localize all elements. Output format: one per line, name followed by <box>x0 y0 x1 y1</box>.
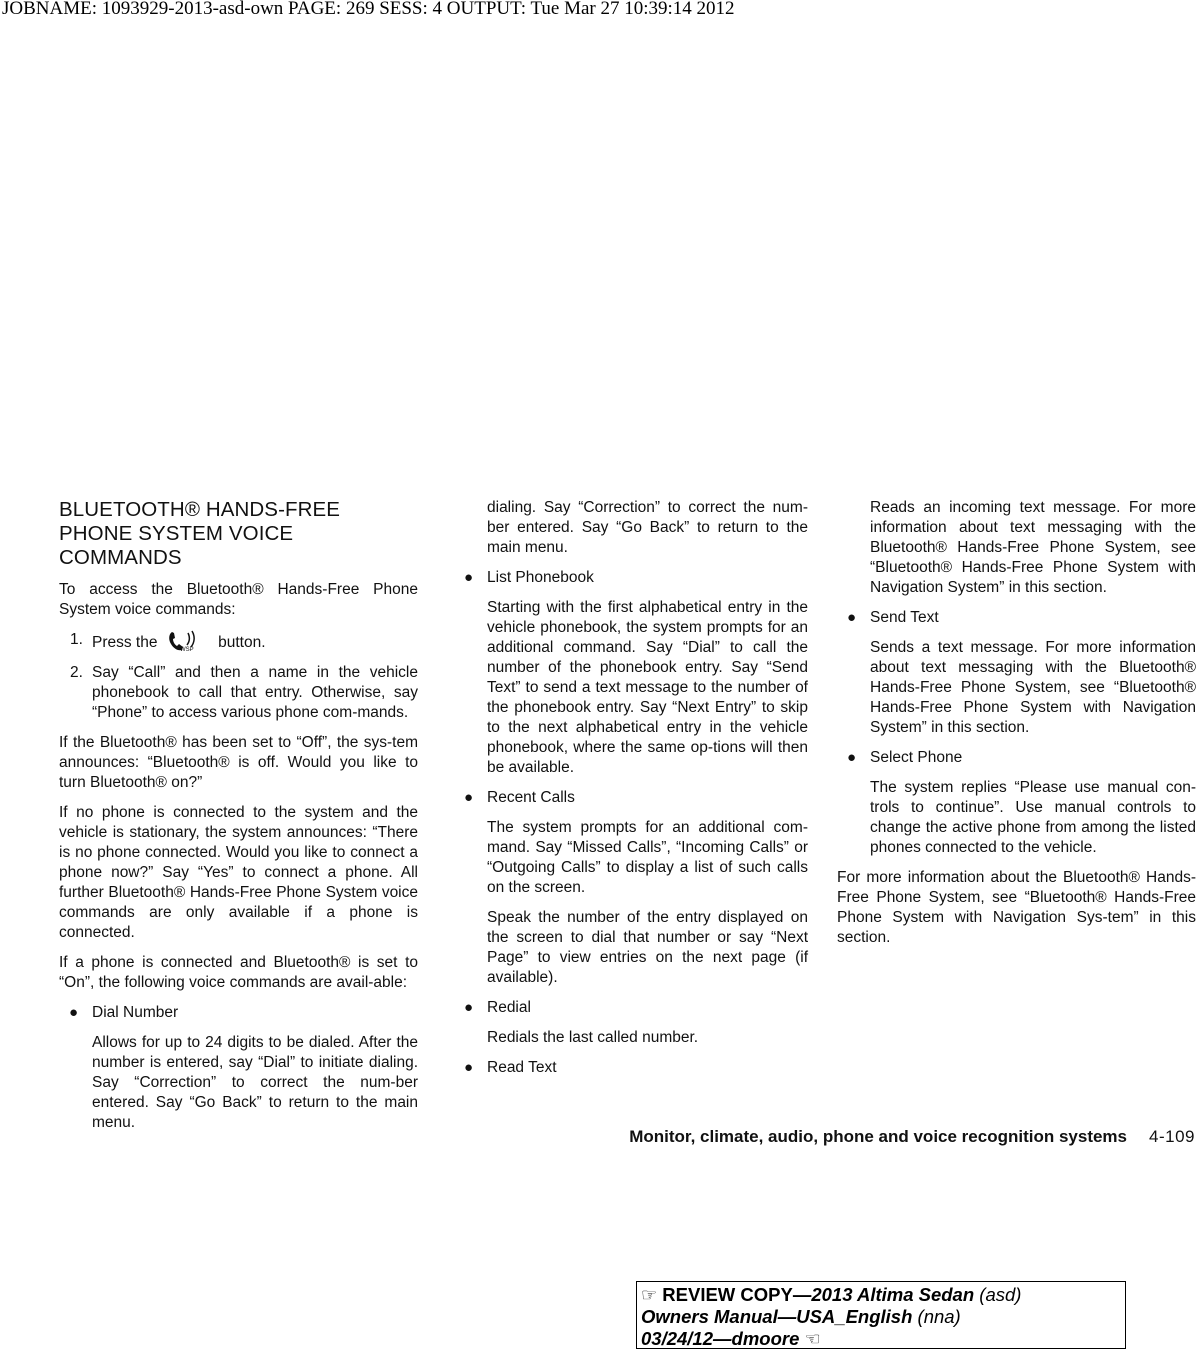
read-text-label: Read Text <box>487 1059 557 1076</box>
redial-item <box>454 998 808 1018</box>
title-line-2: PHONE SYSTEM VOICE <box>59 522 294 545</box>
review-line-1 <box>641 1284 1121 1306</box>
bullet-icon: ● <box>847 749 857 766</box>
recent-calls-item <box>454 788 808 808</box>
read-text-item <box>454 1058 808 1078</box>
pointing-hand-icon: ☞ <box>641 1285 658 1305</box>
redial-label: Redial <box>487 999 531 1016</box>
review-copy-box <box>636 1281 1126 1349</box>
select-phone-desc: The system replies “Please use manual con-trols to continue”. Use manual controls to change the active phone from among the listed phones connected to the vehicle. <box>870 779 1196 856</box>
review-label: REVIEW COPY— <box>662 1284 812 1305</box>
job-header: JOBNAME: 1093929-2013-asd-own PAGE: 269 SESS: 4 OUTPUT: Tue Mar 27 10:39:14 2012 <box>2 0 735 19</box>
talk-button-icon <box>166 630 210 652</box>
column-1 <box>59 498 418 1131</box>
review-date-author: 03/24/12—dmoore <box>641 1328 800 1349</box>
page-number: 4-109 <box>1149 1127 1195 1146</box>
review-line-3 <box>641 1328 1121 1350</box>
dial-number-desc: Allows for up to 24 digits to be dialed. After the number is entered, say “Dial” to initiate dialing. Say “Correction” to correct the num-ber entered. Say “Go Back” to return to the main menu. <box>92 1034 418 1131</box>
closing-paragraph: For more information about the Bluetooth® Hands-Free Phone System, see “Bluetooth® Hands-Free Phone System with Navigation Sys-tem” in this section. <box>837 869 1196 946</box>
select-phone-label: Select Phone <box>870 749 963 766</box>
dial-number-desc-continued: dialing. Say “Correction” to correct the num-ber entered. Say “Go Back” to return to the main menu. <box>487 499 808 556</box>
list-phonebook-desc: Starting with the first alphabetical entry in the vehicle phonebook, the system prompts for an additional command. Say “Dial” to call the number of the phonebook entry. Say “Send Text” to send a text message to the number of the phonebook entry. Say “Next Entry” to skip to the next alphabetical entry in the vehicle phonebook, where the same op-tions will then be available. <box>487 599 808 776</box>
send-text-desc: Sends a text message. For more information about text messaging with the Bluetooth® Hands-Free Phone System, see “Bluetooth® Hands-Free Phone System with Navigation System” in this section. <box>870 639 1196 736</box>
svg-text:WSP: WSP <box>179 647 194 653</box>
step-1-number: 1. <box>70 631 83 648</box>
review-model: 2013 Altima Sedan <box>811 1284 975 1305</box>
step-1-text-before: Press the <box>92 634 158 651</box>
step-2-text: Say “Call” and then a name in the vehicle phonebook to call that entry. Otherwise, say “Phone” to access various phone com-mands. <box>92 664 418 721</box>
dial-number-item <box>59 1003 418 1023</box>
bullet-icon: ● <box>847 609 857 626</box>
list-phonebook-item <box>454 568 808 588</box>
dial-number-label: Dial Number <box>92 1004 179 1021</box>
bullet-icon: ● <box>464 999 474 1016</box>
bullet-icon: ● <box>464 789 474 806</box>
bullet-icon: ● <box>464 569 474 586</box>
pointing-hand-left-icon: ☜ <box>804 1329 821 1349</box>
step-1-text-after: button. <box>218 634 266 651</box>
step-1 <box>59 630 418 653</box>
no-phone-paragraph: If no phone is connected to the system and the vehicle is stationary, the system announces: “There is no phone connected. Would you like to connect a phone now?” Say “Yes” to connect a phone. All further Bluetooth® Hands-Free Phone System voice commands are only available if a phone is connected. <box>59 804 418 941</box>
review-manual-code: (nna) <box>917 1306 961 1327</box>
list-phonebook-label: List Phonebook <box>487 569 594 586</box>
recent-calls-desc-2: Speak the number of the entry displayed on the screen to dial that number or say “Next Page” to view entries on the next page (if available). <box>487 909 808 986</box>
send-text-label: Send Text <box>870 609 939 626</box>
bullet-icon: ● <box>69 1004 79 1021</box>
send-text-item <box>837 608 1196 628</box>
recent-calls-label: Recent Calls <box>487 789 575 806</box>
intro-paragraph: To access the Bluetooth® Hands-Free Phone System voice commands: <box>59 581 418 618</box>
section-title <box>59 498 418 570</box>
title-line-3: COMMANDS <box>59 546 182 569</box>
step-2 <box>59 663 418 723</box>
review-manual: Owners Manual—USA_English <box>641 1306 913 1327</box>
column-3 <box>837 498 1196 958</box>
column-2 <box>454 498 808 1088</box>
redial-desc: Redials the last called number. <box>487 1029 699 1046</box>
bluetooth-off-paragraph: If the Bluetooth® has been set to “Off”, the sys-tem announces: “Bluetooth® is off. Would you like to turn Bluetooth® on?” <box>59 734 418 791</box>
review-line-2 <box>641 1306 1121 1328</box>
select-phone-item <box>837 748 1196 768</box>
page-footer <box>629 1127 1195 1147</box>
recent-calls-desc: The system prompts for an additional com-mand. Say “Missed Calls”, “Incoming Calls” or “Outgoing Calls” to display a list of such calls on the screen. <box>487 819 808 896</box>
review-model-code: (asd) <box>979 1284 1022 1305</box>
bluetooth-on-paragraph: If a phone is connected and Bluetooth® is set to “On”, the following voice commands are avail-able: <box>59 954 418 991</box>
read-text-desc: Reads an incoming text message. For more information about text messaging with the Bluetooth® Hands-Free Phone System, see “Bluetooth® Hands-Free Phone System with Navigation System” in this section. <box>870 499 1196 596</box>
title-line-1: BLUETOOTH® HANDS-FREE <box>59 498 341 521</box>
step-2-number: 2. <box>70 664 83 681</box>
footer-section-title: Monitor, climate, audio, phone and voice recognition systems <box>629 1127 1128 1146</box>
bullet-icon: ● <box>464 1059 474 1076</box>
